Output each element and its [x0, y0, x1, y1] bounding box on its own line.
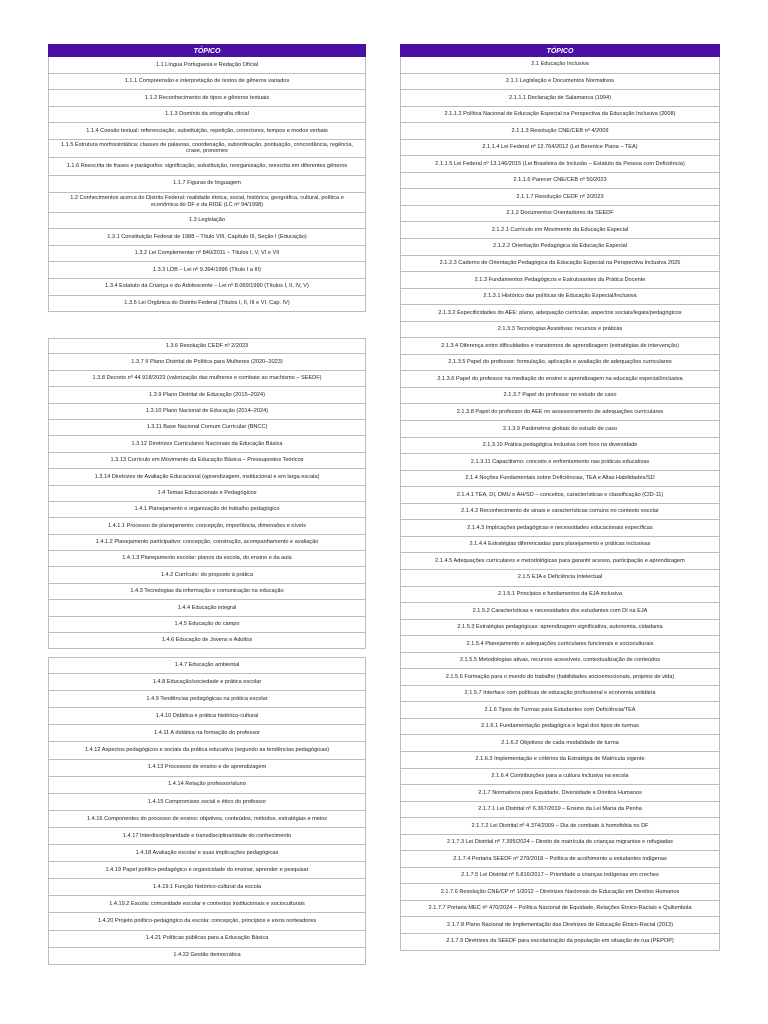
topic-row: 2.1.7.4 Portaria SEEDF nº 279/2018 – Política de acolhimento a estudantes indígenas	[400, 851, 720, 868]
topic-row: 1.4.1.2 Planejamento participativo: concepção, construção, acompanhamento e avaliação	[48, 535, 366, 551]
topic-row: 1.3.13 Currículo em Movimento da Educação Básica – Pressupostos Teóricos	[48, 453, 366, 469]
topic-row: 1.3.9 Plano Distrital de Educação (2015–2024)	[48, 387, 366, 403]
topic-row: 2.1.4.4 Estratégias diferenciadas para planejamento e práticas inclusivas	[400, 537, 720, 554]
topic-row: 2.1.1.6 Parecer CNE/CEB nº 50/2023	[400, 173, 720, 190]
topic-row: 2.1.4.5 Adequações curriculares e metodológicas para garantir acesso, participação e aprendizagem	[400, 553, 720, 570]
topic-row: 1.4.3 Tecnologias da informação e comunicação na educação	[48, 584, 366, 600]
left-topic-table	[48, 44, 366, 312]
topic-row: 2.1.5.7 Interface com políticas de educação profissional e economia solidária	[400, 686, 720, 703]
right-topic-table	[400, 44, 720, 951]
topic-row: 2.1.1 Legislação e Documentos Normativos	[400, 74, 720, 91]
topic-row: 1.4.11 A didática na formação do professor	[48, 725, 366, 742]
topic-row: 2.1.3 Fundamentos Pedagógicos e Estruturantes da Prática Docente	[400, 272, 720, 289]
topic-row: 1.4.1.3 Planejamento escolar: planos da escola, do ensino e da aula	[48, 551, 366, 567]
topic-row: 2.1.6.3 Implementação e critérios da Estratégia de Matrícula vigente	[400, 752, 720, 769]
topic-row: 1.3.1 Constituição Federal de 1988 – Título VIII, Capítulo III, Seção I (Educação)	[48, 229, 366, 246]
topic-row: 2.1.3.2 Especificidades do AEE: plano, adequação curricular, aspectos sociais/legais/pedagógicos	[400, 305, 720, 322]
topic-row: 2.1 Educação Inclusiva	[400, 57, 720, 74]
topic-row: 2.1.3.8 Papel do professor do AEE no assessoramento de adequações curriculares	[400, 404, 720, 421]
topic-row: 1.4.18 Avaliação escolar e suas implicações pedagógicas	[48, 845, 366, 862]
topic-row: 2.1.3.11 Capacitismo: conceito e enfrentamento nas práticas educativas	[400, 454, 720, 471]
topic-row: 1.1.7 Figuras de linguagem	[48, 176, 366, 193]
topic-row: 1.4.1.1 Processo de planejamento: concepção, importância, dimensões e níveis	[48, 518, 366, 534]
topic-row: 2.1.7.6 Resolução CNE/CP nº 1/2012 – Diretrizes Nacionais de Educação em Direitos Humanos	[400, 884, 720, 901]
topic-row: 1.1.3 Domínio da ortografia oficial	[48, 107, 366, 124]
topic-row: 1.4.10 Didática e prática histórico-cultural	[48, 708, 366, 725]
topic-row: 1.4.9 Tendências pedagógicas na prática escolar	[48, 691, 366, 708]
topic-row: 2.1.1.1 Declaração de Salamanca (1994)	[400, 90, 720, 107]
topic-row: 2.1.5 EJA e Deficiência Intelectual	[400, 570, 720, 587]
topic-row: 2.1.6.4 Contribuições para a cultura inclusiva na escola	[400, 769, 720, 786]
left-topic-table-2	[48, 338, 366, 649]
left-block-1	[48, 57, 366, 312]
topic-row: 2.1.4.1 TEA, DI, DMU e AH/SD – conceitos, características e classificação (CID-11)	[400, 487, 720, 504]
topic-row: 2.1.6.2 Objetivos de cada modalidade de turma	[400, 735, 720, 752]
topic-row: 1.4.13 Processos de ensino e de aprendizagem	[48, 760, 366, 777]
topic-row: 1.4.21 Políticas públicas para a Educação Básica	[48, 931, 366, 948]
topic-row: 2.1.2.2 Orientação Pedagógica da Educação Especial	[400, 239, 720, 256]
topic-row: 2.1.5.1 Princípios e fundamentos da EJA inclusiva	[400, 587, 720, 604]
topic-row: 2.1.3.3 Tecnologias Assistivas: recursos e práticas	[400, 322, 720, 339]
topic-row: 1.4.5 Educação do campo	[48, 617, 366, 633]
topic-row: 1.3.6 Resolução CEDF nº 2/2023	[48, 338, 366, 354]
topic-row: 1.4.12 Aspectos pedagógicos e sociais da prática educativa (segundo as tendências pedagógicas)	[48, 742, 366, 759]
topic-row: 1.4.19.1 Função histórico-cultural da escola	[48, 879, 366, 896]
topic-row: 1.3.12 Diretrizes Curriculares Nacionais da Educação Básica	[48, 436, 366, 452]
topic-row: 2.1.3.4 Diferença entre dificuldades e transtornos de aprendizagem (estratégias de intervenção)	[400, 338, 720, 355]
topic-row: 2.1.3.6 Papel do professor na mediação do ensino e aprendizagem na educação especial/inclusiva	[400, 371, 720, 388]
topic-row: 1.4.22 Gestão democrática	[48, 948, 366, 965]
topic-row: 2.1.3.7 Papel do professor no estudo de caso	[400, 388, 720, 405]
topic-row: 1.4 Temas Educacionais e Pedagógicos	[48, 486, 366, 502]
topic-row: 2.1.5.4 Planejamento e adequações curriculares funcionais e socioculturais	[400, 636, 720, 653]
topic-row: 1.3.8 Decreto nº 44.918/2023 (valorização das mulheres e combate ao machismo – SEEDF)	[48, 371, 366, 387]
topic-row: 1.4.2 Currículo: do proposto à prática	[48, 567, 366, 583]
topic-row: 2.1.3.9 Parâmetros globais do estudo de caso	[400, 421, 720, 438]
topic-row: 1.4.14 Relação professor/aluno	[48, 777, 366, 794]
topic-row: 2.1.6 Tipos de Turmas para Estudantes com Deficiência/TEA	[400, 702, 720, 719]
topic-row: 1.4.16 Componentes do processo de ensino: objetivos, conteúdos, métodos, estratégias e meios	[48, 811, 366, 828]
topic-row: 1.4.6 Educação de Jovens e Adultos	[48, 633, 366, 649]
topic-row: 1.3.2 Lei Complementar nº 840/2011 – Títulos I, V, VI e VII	[48, 246, 366, 263]
topic-row: 1.3.11 Base Nacional Comum Curricular (BNCC)	[48, 420, 366, 436]
topic-row: 2.1.2.3 Caderno de Orientação Pedagógica da Educação Especial na Perspectiva Inclusiva 2025	[400, 256, 720, 273]
topic-row: 1.3.4 Estatuto da Criança e do Adolescente – Lei nº 8.069/1990 (Títulos I, II, IV, V)	[48, 279, 366, 296]
topic-row: 1.4.1 Planejamento e organização do trabalho pedagógico	[48, 502, 366, 518]
left-table-header: TÓPICO	[48, 44, 366, 57]
topic-row: 1.3.3 LDB – Lei nº 9.394/1996 (Título I a III)	[48, 262, 366, 279]
topic-row: 2.1.4.2 Reconhecimento de sinais e características comuns no contexto escolar	[400, 504, 720, 521]
topic-row: 2.1.7.5 Lei Distrital nº 5.816/2017 – Prioridade a crianças indígenas em creches	[400, 868, 720, 885]
topic-row: 2.1.6.1 Fundamentação pedagógica e legal dos tipos de turmas	[400, 719, 720, 736]
topic-row: 2.1.7.1 Lei Distrital nº 6.367/2019 – Ensino da Lei Maria da Penha	[400, 802, 720, 819]
topic-row: 1.4.17 Interdisciplinaridade e transdisciplinaridade do conhecimento	[48, 828, 366, 845]
topic-row: 1.3.14 Diretrizes de Avaliação Educacional (aprendizagem, institucional e em larga escala)	[48, 469, 366, 485]
topic-row: 2.1.5.6 Formação para o mundo do trabalho (habilidades socioemocionais, projetos de vida)	[400, 669, 720, 686]
topic-row: 1.1.2 Reconhecimento de tipos e gêneros textuais	[48, 90, 366, 107]
topic-row: 1.1 Língua Portuguesa e Redação Oficial	[48, 57, 366, 74]
topic-row: 1.4.15 Compromisso social e ético do professor	[48, 794, 366, 811]
topic-row: 1.4.19 Papel político-pedagógico e organicidade do ensinar, aprender e pesquisar	[48, 862, 366, 879]
topic-row: 2.1.5.5 Metodologias ativas, recursos acessíveis, contextualização de conteúdos	[400, 653, 720, 670]
topic-row: 2.1.1.3 Resolução CNE/CEB nº 4/2009	[400, 123, 720, 140]
topic-row: 2.1.4 Noções Fundamentais sobre Deficiências, TEA e Altas Habilidades/SD	[400, 471, 720, 488]
right-block	[400, 57, 720, 951]
topic-row: 2.1.1.5 Lei Federal nº 13.146/2015 (Lei Brasileira de Inclusão – Estatuto da Pessoa com Deficiência)	[400, 156, 720, 173]
topic-row: 2.1.3.10 Prática pedagógica inclusiva com foco na diversidade	[400, 438, 720, 455]
topic-row: 2.1.2.1 Currículo em Movimento da Educação Especial	[400, 222, 720, 239]
topic-row: 2.1.7 Normativos para Equidade, Diversidade e Direitos Humanos	[400, 785, 720, 802]
topic-row: 2.1.2 Documentos Orientadores da SEEDF	[400, 206, 720, 223]
topic-row: 1.1.6 Reescrita de frases e parágrafos: significação, substituição, reorganização, reescrita em diferentes gêneros	[48, 158, 366, 176]
topic-row: 1.3.5 Lei Orgânica do Distrito Federal (Títulos I, II, III e VI, Cap. IV)	[48, 296, 366, 313]
topic-row: 1.4.19.2 Escola: comunidade escolar e contextos institucionais e socioculturais	[48, 896, 366, 913]
topic-row: 2.1.1.7 Resolução CEDF nº 3/2023	[400, 189, 720, 206]
topic-row: 2.1.7.9 Diretrizes da SEEDF para escolarização da população em situação de rua (PEPOP)	[400, 934, 720, 951]
topic-row: 1.1.1 Compreensão e interpretação de textos de gêneros variados	[48, 74, 366, 91]
topic-row: 1.4.8 Educação/sociedade e prática escolar	[48, 674, 366, 691]
topic-row: 1.4.4 Educação integral	[48, 600, 366, 616]
topic-row: 2.1.1.4 Lei Federal nº 12.764/2012 (Lei Berenice Piana – TEA)	[400, 140, 720, 157]
topic-row: 2.1.5.2 Características e necessidades dos estudantes com DI na EJA	[400, 603, 720, 620]
left-topic-table-3	[48, 657, 366, 965]
topic-row: 1.3 Legislação	[48, 213, 366, 230]
topic-row: 2.1.7.3 Lei Distrital nº 7.395/2024 – Direito de matrícula de crianças migrantes e refugiadas	[400, 835, 720, 852]
topic-row: 1.4.7 Educação ambiental	[48, 657, 366, 674]
topic-row: 1.1.4 Coesão textual: referenciação, substituição, repetição, conectores, tempos e modos verbais	[48, 123, 366, 140]
topic-row: 1.1.5 Estrutura morfossintática: classes de palavras, coordenação, subordinação, pontuação, concordância, regência, crase, pronomes	[48, 140, 366, 158]
topic-row: 2.1.4.3 Implicações pedagógicas e necessidades educacionais específicas	[400, 520, 720, 537]
topic-row: 2.1.1.2 Política Nacional de Educação Especial na Perspectiva da Educação Inclusiva (2008)	[400, 107, 720, 124]
topic-row: 2.1.3.1 Histórico das políticas de Educação Especial/Inclusiva	[400, 289, 720, 306]
topic-row: 2.1.7.2 Lei Distrital nº 4.374/2009 – Dia de combate à homofobia no DF	[400, 818, 720, 835]
topic-row: 2.1.5.3 Estratégias pedagógicas: aprendizagem significativa, autonomia, cidadania	[400, 620, 720, 637]
topic-row: 1.3.10 Plano Nacional de Educação (2014–2024)	[48, 404, 366, 420]
topic-row: 1.4.20 Projeto político-pedagógico da escola: concepção, princípios e eixos norteadores	[48, 913, 366, 930]
right-table-header: TÓPICO	[400, 44, 720, 57]
left-block-2	[48, 338, 366, 649]
topic-row: 1.2 Conhecimentos acerca do Distrito Federal: realidade étnica, social, histórica, geográfica, cultural, política e econômica do DF e da RIDE (LC nº 94/1998)	[48, 193, 366, 213]
topic-row: 2.1.3.5 Papel do professor: formulação, aplicação e avaliação de adequações curriculares	[400, 355, 720, 372]
topic-row: 2.1.7.8 Plano Nacional de Implementação das Diretrizes de Educação Étnico-Racial (2013)	[400, 917, 720, 934]
topic-row: 2.1.7.7 Portaria MEC nº 470/2024 – Política Nacional de Equidade, Relações Étnico-Raciais e Quilombola	[400, 901, 720, 918]
topic-row: 1.3.7 II Plano Distrital de Política para Mulheres (2020–2023)	[48, 354, 366, 370]
left-block-3	[48, 657, 366, 965]
